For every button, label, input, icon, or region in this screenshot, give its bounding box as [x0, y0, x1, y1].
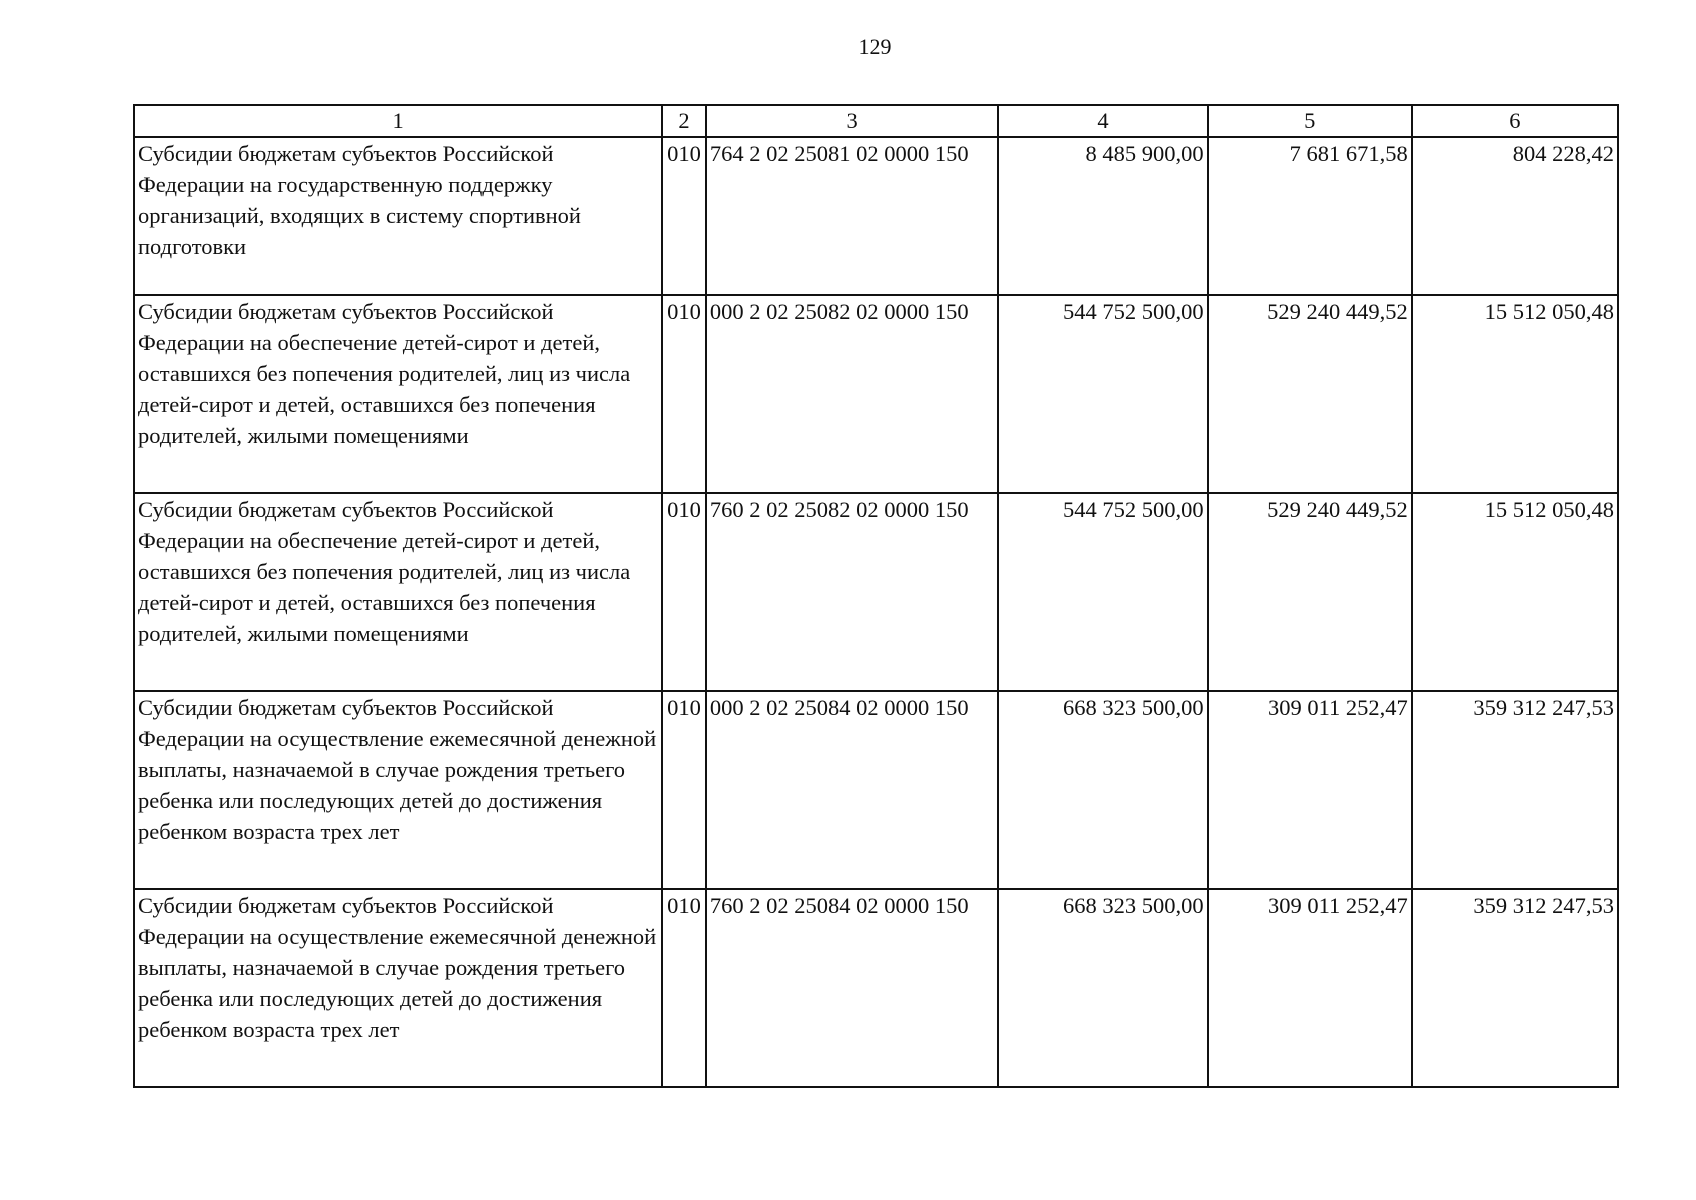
line-code-cell: 010	[662, 691, 706, 889]
revenue-name-cell: Субсидии бюджетам субъектов Российской Федерации на обеспечение детей-сирот и детей, оставшихся без попечения родителей, лиц из числа детей-сирот и детей, оставшихся без попечения родителей, жилыми помещениями	[134, 295, 662, 493]
line-code-cell: 010	[662, 295, 706, 493]
revenue-name-cell: Субсидии бюджетам субъектов Российской Федерации на осуществление ежемесячной денежной выплаты, назначаемой в случае рождения третьего ребенка или последующих детей до достижения ребенком возраста трех лет	[134, 889, 662, 1087]
budget-classification-code-cell: 760 2 02 25084 02 0000 150	[706, 889, 999, 1087]
executed-amount-cell: 529 240 449,52	[1208, 295, 1412, 493]
unexecuted-amount-cell: 359 312 247,53	[1412, 889, 1618, 1087]
table-row	[134, 295, 1618, 493]
column-header-6: 6	[1412, 105, 1618, 137]
budget-classification-code-cell: 000 2 02 25084 02 0000 150	[706, 691, 999, 889]
table-row	[134, 691, 1618, 889]
line-code-cell: 010	[662, 889, 706, 1087]
unexecuted-amount-cell: 15 512 050,48	[1412, 493, 1618, 691]
unexecuted-amount-cell: 15 512 050,48	[1412, 295, 1618, 493]
revenue-name-cell: Субсидии бюджетам субъектов Российской Федерации на обеспечение детей-сирот и детей, оставшихся без попечения родителей, лиц из числа детей-сирот и детей, оставшихся без попечения родителей, жилыми помещениями	[134, 493, 662, 691]
budget-execution-table	[133, 104, 1619, 1088]
revenue-name-cell: Субсидии бюджетам субъектов Российской Федерации на государственную поддержку организаций, входящих в систему спортивной подготовки	[134, 137, 662, 295]
approved-amount-cell: 544 752 500,00	[998, 295, 1207, 493]
page-number: 129	[858, 34, 892, 59]
column-number-header-row	[134, 105, 1618, 137]
executed-amount-cell: 529 240 449,52	[1208, 493, 1412, 691]
column-header-4: 4	[998, 105, 1207, 137]
table-row	[134, 137, 1618, 295]
line-code-cell: 010	[662, 137, 706, 295]
executed-amount-cell: 309 011 252,47	[1208, 889, 1412, 1087]
executed-amount-cell: 7 681 671,58	[1208, 137, 1412, 295]
approved-amount-cell: 8 485 900,00	[998, 137, 1207, 295]
unexecuted-amount-cell: 359 312 247,53	[1412, 691, 1618, 889]
line-code-cell: 010	[662, 493, 706, 691]
budget-classification-code-cell: 764 2 02 25081 02 0000 150	[706, 137, 999, 295]
table-row	[134, 889, 1618, 1087]
unexecuted-amount-cell: 804 228,42	[1412, 137, 1618, 295]
column-header-5: 5	[1208, 105, 1412, 137]
table-row	[134, 493, 1618, 691]
column-header-2: 2	[662, 105, 706, 137]
column-header-3: 3	[706, 105, 999, 137]
budget-classification-code-cell: 760 2 02 25082 02 0000 150	[706, 493, 999, 691]
column-header-1: 1	[134, 105, 662, 137]
revenue-name-cell: Субсидии бюджетам субъектов Российской Федерации на осуществление ежемесячной денежной выплаты, назначаемой в случае рождения третьего ребенка или последующих детей до достижения ребенком возраста трех лет	[134, 691, 662, 889]
approved-amount-cell: 544 752 500,00	[998, 493, 1207, 691]
budget-classification-code-cell: 000 2 02 25082 02 0000 150	[706, 295, 999, 493]
approved-amount-cell: 668 323 500,00	[998, 889, 1207, 1087]
approved-amount-cell: 668 323 500,00	[998, 691, 1207, 889]
executed-amount-cell: 309 011 252,47	[1208, 691, 1412, 889]
